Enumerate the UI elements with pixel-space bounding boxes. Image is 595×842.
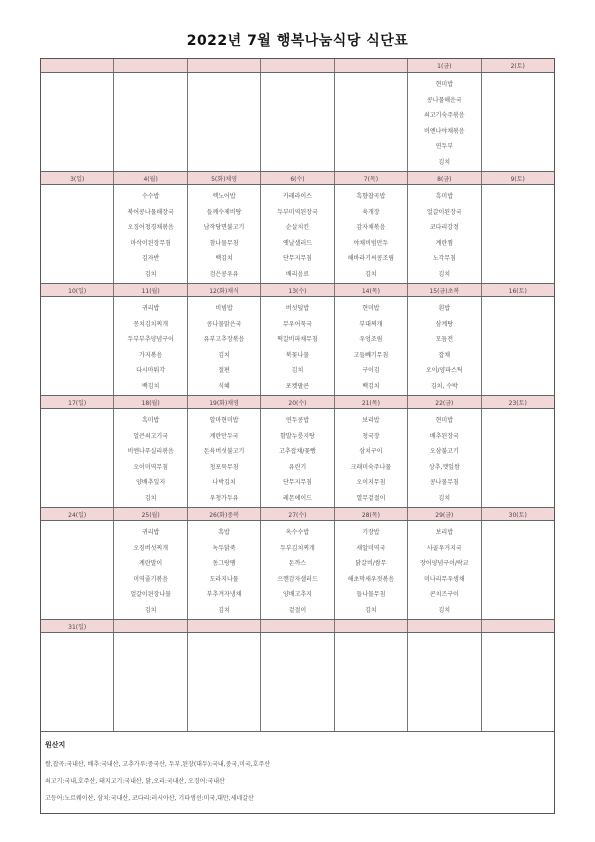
day-menu-cell	[408, 297, 481, 395]
menu-item: 오징버섯찌개	[133, 544, 169, 552]
menu-item: 꽁치김치찌개	[133, 320, 169, 328]
date-header-cell: 22(금)	[408, 396, 481, 408]
menu-item: 코다리강정	[429, 224, 459, 231]
menu-item: 오이지무침	[356, 479, 386, 486]
date-header-cell: 1(금)	[408, 59, 481, 72]
menu-item: 크래미숙주나물	[350, 463, 392, 471]
date-header-row	[41, 507, 554, 521]
menu-item: 배리음료	[285, 270, 310, 278]
menu-item: 감자채볶음	[356, 224, 386, 231]
day-menu-cell	[408, 73, 481, 171]
menu-item: 단무지무침	[282, 255, 312, 262]
menu-item: 백김치	[215, 255, 233, 262]
menu-item: 김치	[144, 270, 157, 278]
menu-item: 미역줄기볶음	[133, 575, 169, 583]
menu-item: 잡채	[438, 351, 451, 359]
menu-item: 가지볶음	[139, 351, 163, 359]
menu-table	[40, 58, 555, 814]
menu-item: 얼갈이된장국	[426, 208, 462, 216]
menu-item: 단무지무침	[282, 479, 312, 486]
menu-row	[41, 73, 554, 171]
day-menu-cell	[114, 521, 187, 619]
day-menu-cell	[261, 297, 334, 395]
menu-item: 버섯덮밥	[285, 305, 310, 312]
menu-item: 수수밥	[141, 193, 160, 200]
date-header-cell	[41, 59, 114, 72]
day-menu-cell	[335, 409, 408, 507]
date-header-cell	[261, 620, 334, 632]
menu-row	[41, 521, 554, 619]
menu-item: 돈까스	[288, 560, 307, 567]
day-menu-cell	[482, 73, 554, 171]
date-header-row	[41, 171, 554, 185]
date-header-cell: 16(토)	[508, 287, 527, 295]
day-menu-cell	[41, 409, 114, 507]
menu-item: 김치	[144, 606, 157, 614]
menu-item: 김치	[438, 606, 451, 614]
menu-item: 흑밥	[218, 529, 230, 536]
menu-item: 다시마튀각	[136, 367, 166, 374]
date-header-cell: 6(수)	[261, 172, 334, 184]
menu-item: 검은콩우유	[209, 270, 239, 278]
day-menu-cell	[188, 409, 261, 507]
menu-item: 계란찜	[435, 239, 454, 247]
date-header-row	[41, 59, 554, 73]
menu-item: 김치, 수박	[430, 382, 458, 390]
menu-item: 레몬에이드	[282, 494, 312, 502]
menu-item: 두부부추양념구이	[127, 336, 174, 343]
date-header-cell: 20(수)	[261, 396, 334, 408]
menu-item: 들께수제비탕	[206, 208, 242, 216]
date-header-cell: 27(수)	[261, 508, 334, 520]
day-menu-cell	[408, 521, 481, 619]
date-header-cell	[408, 620, 481, 632]
menu-item: 옛날샐러드	[282, 239, 312, 247]
menu-item: 참나물무침	[209, 239, 239, 247]
week-block	[41, 395, 554, 507]
menu-item: 두부미역된장국	[277, 208, 318, 216]
menu-item: 동그랑땡	[212, 560, 236, 567]
day-menu-cell	[261, 409, 334, 507]
menu-item: 연두부	[435, 143, 454, 150]
date-header-cell	[114, 59, 187, 72]
menu-item: 육개장	[362, 208, 380, 216]
day-menu-cell	[114, 185, 187, 283]
week-block	[41, 283, 554, 395]
date-header-cell: 29(금)	[408, 508, 481, 520]
menu-item: 새알미역국	[356, 544, 386, 552]
day-menu-cell	[41, 73, 114, 171]
menu-item: 백김치	[362, 382, 380, 390]
day-menu-cell	[188, 73, 261, 171]
menu-item: 김치	[365, 606, 377, 614]
menu-item: 오삼불고기	[429, 448, 459, 455]
week-block	[41, 507, 554, 619]
menu-row	[41, 409, 554, 507]
menu-item: 흑미밥	[435, 193, 454, 200]
date-header-cell	[114, 620, 187, 632]
menu-item: 우청가두유	[209, 494, 239, 502]
menu-item: 우엉조림	[359, 336, 383, 343]
origin-line: 쌀,잡곡:국내산, 배추:국내산, 고추가루:중국산, 두부,된장(대두):국내,중국,미국,호주산	[45, 761, 271, 768]
menu-item: 겉절이	[288, 606, 307, 614]
menu-row	[41, 185, 554, 283]
menu-item: 부추겨자냉채	[206, 591, 242, 598]
menu-item: 녹두닭죽	[212, 544, 236, 552]
origin-line: 쇠고기:국내,호주산, 돼지고기:국내산, 닭,오리:국내산, 오징어:국내산	[45, 778, 225, 785]
menu-item: 흑미밥	[141, 417, 160, 424]
menu-item: 도라지나물	[209, 575, 239, 583]
date-header-cell: 31(일)	[41, 620, 114, 632]
date-header-cell: 12(화)채식	[188, 284, 261, 296]
menu-item: 비빔밥	[215, 305, 233, 312]
day-menu-cell	[188, 185, 261, 283]
menu-item: 쇠고기숙주볶음	[424, 112, 465, 119]
date-header-cell	[482, 620, 554, 632]
menu-item: 으깬감자샐러드	[277, 575, 318, 583]
date-header-cell: 13(수)	[261, 284, 334, 296]
date-header-cell	[261, 59, 334, 72]
day-menu-cell	[482, 185, 554, 283]
menu-item: 두부김치찌개	[280, 544, 315, 552]
menu-item: 구이김	[362, 367, 380, 374]
day-menu-cell	[114, 73, 187, 171]
menu-item: 북꽃나물	[285, 351, 310, 359]
menu-item: 상추,깻잎쌈	[428, 463, 460, 471]
menu-item: 모듬전	[435, 336, 454, 343]
menu-item: 현미밥	[435, 417, 454, 424]
date-header-cell: 2(토)	[510, 63, 525, 70]
menu-item: 양배고추지	[282, 591, 312, 598]
day-menu-cell	[114, 409, 187, 507]
menu-item: 김치	[438, 494, 451, 502]
date-header-cell: 19(화)채영	[188, 396, 261, 408]
day-menu-cell	[114, 297, 187, 395]
menu-item: 닭갈비/쌈무	[355, 560, 387, 567]
date-header-row	[41, 619, 554, 633]
menu-item: 포켓팔콘	[285, 382, 310, 390]
date-header-cell: 3(일)	[41, 172, 114, 184]
menu-item: 떡갈비파채무침	[277, 336, 318, 343]
menu-item: 귀리밥	[141, 529, 160, 536]
menu-item: 함발누룽지탕	[280, 432, 315, 440]
menu-item: 부대찌개	[359, 320, 383, 328]
menu-item: 계란만두국	[209, 432, 239, 440]
day-menu-cell	[41, 297, 114, 395]
day-menu-cell	[188, 521, 261, 619]
day-menu-cell	[482, 297, 554, 395]
menu-item: 귀리밥	[141, 305, 160, 312]
day-menu-cell	[41, 185, 114, 283]
menu-item: 순살치킨	[285, 224, 310, 231]
day-menu-cell	[261, 185, 334, 283]
menu-item: 해바라기씨콩조림	[347, 255, 395, 262]
menu-item: 현미밥	[435, 81, 454, 88]
menu-item: 연두콩밥	[285, 417, 310, 424]
menu-item: 미나리무우생채	[424, 575, 465, 583]
day-menu-cell	[41, 633, 114, 731]
menu-item: 옥수수밥	[285, 529, 310, 536]
menu-item: 콩나물무침	[429, 479, 459, 486]
menu-item: 삼치구이	[359, 448, 383, 455]
menu-item: 얼큰쇠고기국	[133, 432, 169, 440]
menu-item: 무우어묵국	[282, 320, 312, 328]
week-block	[41, 59, 554, 171]
date-header-cell: 21(목)	[335, 396, 408, 408]
menu-item: 북어콩나물해장국	[127, 208, 174, 216]
day-menu-cell	[335, 185, 408, 283]
day-menu-cell	[482, 409, 554, 507]
menu-item: 김치	[438, 270, 451, 278]
menu-item: 노각무침	[432, 255, 456, 262]
menu-item: 청포묵무침	[209, 463, 239, 471]
menu-item: 카레라이스	[282, 193, 312, 200]
menu-item: 고추잡채/꽃빵	[279, 448, 316, 455]
menu-item: 오이미역무침	[133, 463, 169, 471]
day-menu-cell	[188, 297, 261, 395]
menu-item: 고들빼기무침	[353, 351, 389, 359]
menu-item: 계란말이	[139, 560, 163, 567]
day-menu-cell	[335, 633, 408, 731]
date-header-cell: 8(금)	[408, 172, 481, 184]
day-menu-cell	[188, 633, 261, 731]
day-menu-cell	[408, 409, 481, 507]
menu-item: 김자반	[141, 255, 160, 262]
menu-item: 유린기	[288, 463, 307, 471]
day-menu-cell	[261, 521, 334, 619]
menu-item: 해초막새우젓볶음	[347, 575, 395, 583]
date-header-cell: 17(일)	[41, 396, 114, 408]
weeks-container	[41, 59, 554, 731]
menu-item: 양배추잎지	[136, 479, 166, 486]
day-menu-cell	[335, 297, 408, 395]
menu-item: 마삭이된장무침	[130, 239, 171, 247]
menu-item: 식혜	[218, 382, 230, 390]
week-block	[41, 619, 554, 731]
menu-item: 흰밥	[438, 305, 451, 312]
date-header-cell: 9(토)	[510, 175, 525, 183]
date-header-cell: 4(월)	[114, 172, 187, 184]
day-menu-cell	[261, 633, 334, 731]
menu-item: 콩나물맑은국	[206, 320, 242, 328]
menu-item: 청국장	[362, 432, 380, 440]
menu-item: 보리밥	[362, 417, 380, 424]
date-header-cell: 25(월)	[114, 508, 187, 520]
day-menu-cell	[335, 73, 408, 171]
day-menu-cell	[261, 73, 334, 171]
date-header-cell: 28(목)	[335, 508, 408, 520]
menu-item: 흑향찹곡밥	[356, 193, 386, 200]
page-title: 2022년 7월 행복나눔식당 식단표	[186, 33, 409, 49]
menu-item: 열무겉절이	[356, 494, 386, 502]
menu-item: 비엔나야채볶음	[424, 127, 465, 135]
menu-item: 알마현미밥	[209, 417, 239, 424]
menu-item: 나박김치	[212, 479, 236, 486]
menu-item: 콩나물해운국	[426, 96, 462, 104]
date-header-cell	[188, 59, 261, 72]
menu-item: 김치	[291, 367, 304, 374]
menu-item: 김치	[438, 158, 451, 166]
menu-item: 김치	[144, 494, 157, 502]
menu-item: 절편	[218, 367, 230, 374]
menu-item: 콘치즈구이	[429, 591, 459, 598]
menu-item: 현미밥	[362, 305, 380, 312]
menu-item: 들나물무침	[356, 591, 386, 598]
menu-item: 김치	[218, 351, 230, 359]
day-menu-cell	[408, 633, 481, 731]
menu-row	[41, 297, 554, 395]
menu-item: 삼계탕	[435, 320, 454, 328]
menu-item: 비엔나푸실리볶음	[127, 448, 174, 455]
date-header-cell: 30(토)	[508, 511, 527, 519]
day-menu-cell	[335, 521, 408, 619]
menu-item: 남작당면불고기	[203, 224, 245, 231]
menu-item: 백김치	[141, 382, 160, 390]
week-block	[41, 171, 554, 283]
menu-item: 장어양념구이/락교	[420, 560, 469, 567]
menu-item: 김치	[365, 270, 377, 278]
menu-item: 얼갈이된장나물	[130, 591, 171, 598]
day-menu-cell	[482, 633, 554, 731]
menu-item: 보리밥	[435, 529, 454, 536]
date-header-cell: 18(월)	[114, 396, 187, 408]
date-header-cell: 10(일)	[41, 284, 114, 296]
menu-item: 야채비빔만두	[353, 239, 389, 247]
day-menu-cell	[482, 521, 554, 619]
date-header-cell	[188, 620, 261, 632]
menu-item: 배추된장국	[429, 432, 459, 440]
date-header-cell: 11(월)	[114, 284, 187, 296]
date-header-cell: 14(목)	[335, 284, 408, 296]
menu-item: 돈육버섯불고기	[203, 448, 245, 455]
menu-item: 기장밥	[362, 529, 380, 536]
origin-line: 고등어:노르웨이산, 삼치:국내산, 코다리:러시아산, 기타생선:미국,대만,세네갈산	[45, 795, 254, 802]
date-header-cell: 23(토)	[508, 399, 527, 407]
menu-item: 유부고추장볶음	[203, 336, 245, 343]
origin-section	[41, 731, 554, 813]
day-menu-cell	[408, 185, 481, 283]
date-header-cell: 7(목)	[335, 172, 408, 184]
date-header-row	[41, 395, 554, 409]
origin-title: 원산지	[45, 741, 66, 749]
date-header-cell: 26(화)중복	[188, 508, 261, 520]
menu-item: 렉노어밥	[212, 193, 236, 200]
date-header-cell: 5(화)채영	[188, 172, 261, 184]
menu-item: 사골우거지국	[426, 544, 462, 552]
menu-item: 김치	[218, 606, 230, 614]
date-header-cell	[335, 59, 408, 72]
date-header-cell: 24(일)	[41, 508, 114, 520]
date-header-row	[41, 283, 554, 297]
menu-item: 오징어청경채볶음	[127, 224, 174, 231]
date-header-cell: 15(금)초복	[408, 284, 481, 296]
menu-row	[41, 633, 554, 731]
day-menu-cell	[114, 633, 187, 731]
day-menu-cell	[41, 521, 114, 619]
menu-item: 오이/양파스틱	[425, 367, 463, 374]
date-header-cell	[335, 620, 408, 632]
